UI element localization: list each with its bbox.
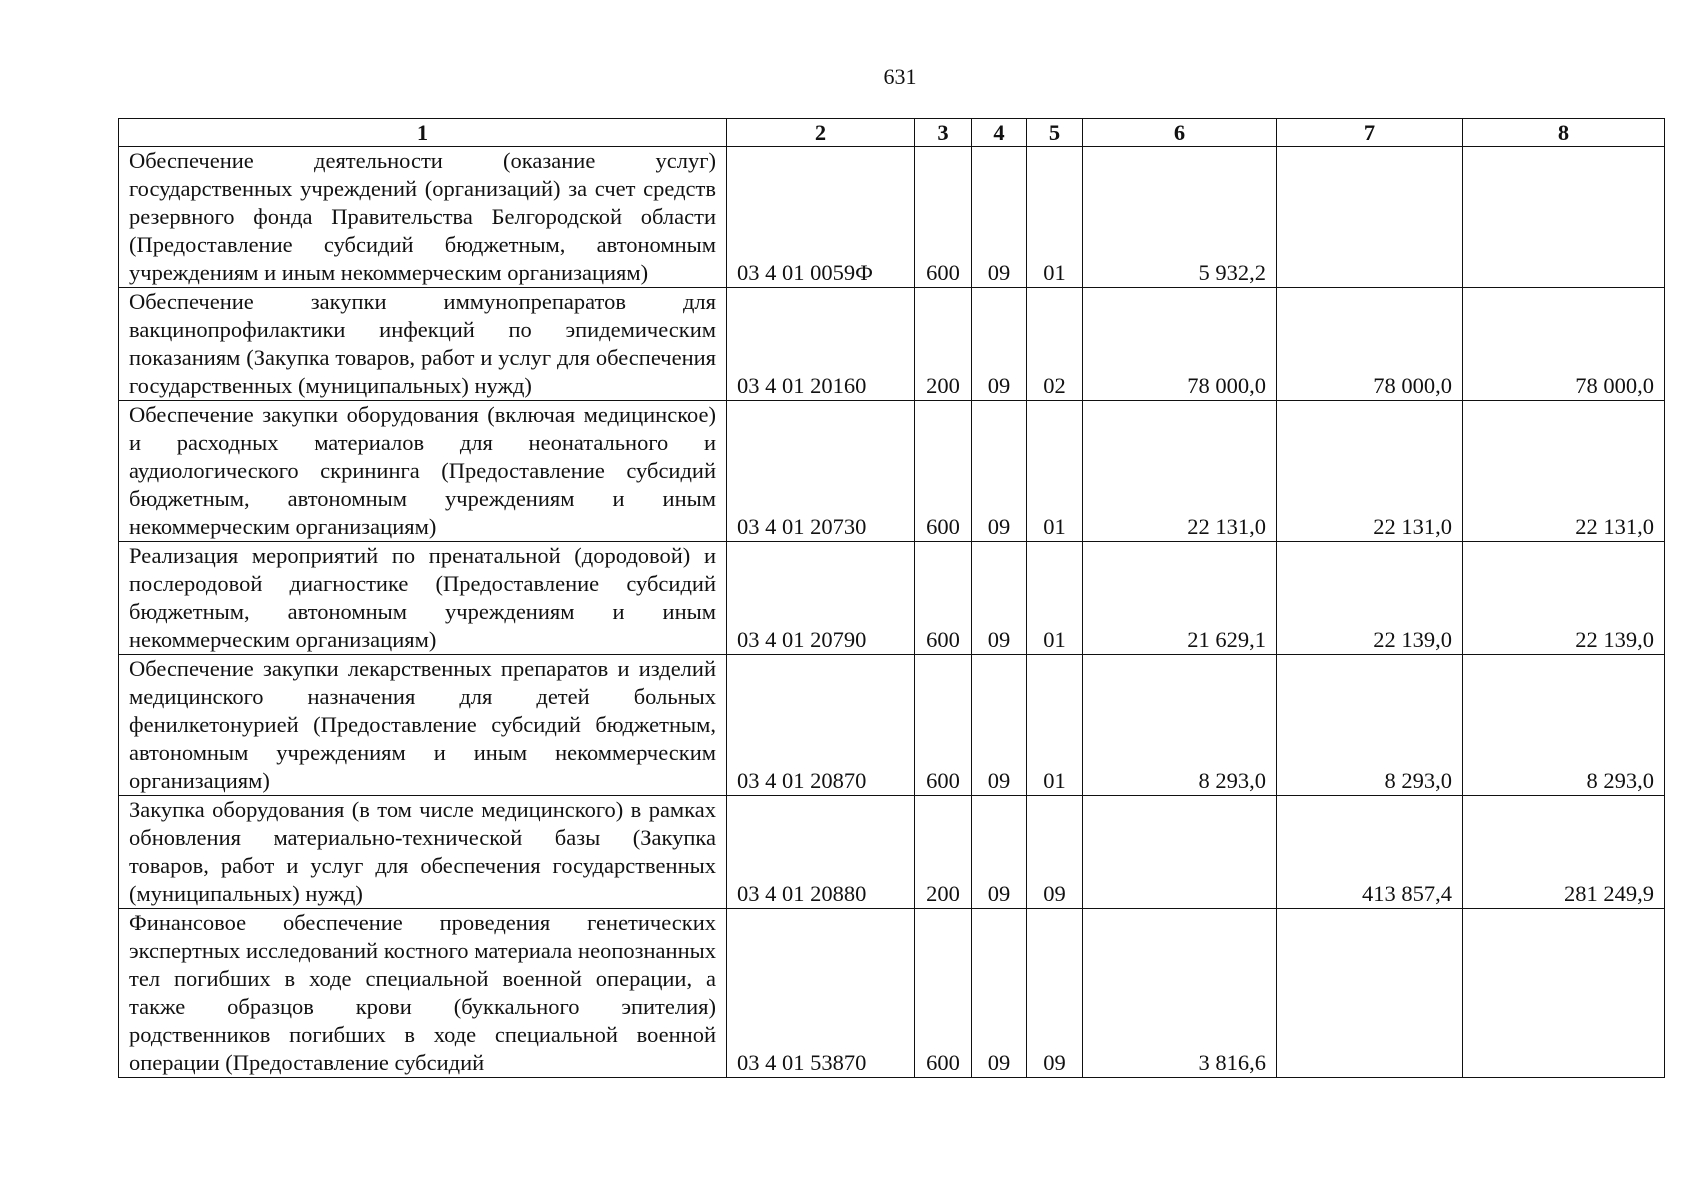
- budget-code: 03 4 01 0059Ф: [727, 147, 915, 288]
- page-number: 631: [883, 64, 917, 89]
- subsection-code: 01: [1027, 401, 1083, 542]
- amount-col6: 5 932,2: [1083, 147, 1277, 288]
- expense-type: 600: [915, 909, 972, 1078]
- column-header: 5: [1027, 119, 1083, 147]
- subsection-code: 02: [1027, 288, 1083, 401]
- budget-code: 03 4 01 20790: [727, 542, 915, 655]
- budget-table: [118, 118, 1665, 1078]
- subsection-code: 09: [1027, 796, 1083, 909]
- section-code: 09: [972, 909, 1027, 1078]
- table-row: [119, 288, 1665, 401]
- subsection-code: 01: [1027, 655, 1083, 796]
- amount-col7: 78 000,0: [1277, 288, 1463, 401]
- section-code: 09: [972, 542, 1027, 655]
- section-code: 09: [972, 655, 1027, 796]
- table-row: [119, 655, 1665, 796]
- amount-col7: 22 139,0: [1277, 542, 1463, 655]
- amount-col7: [1277, 147, 1463, 288]
- table-row: [119, 796, 1665, 909]
- amount-col8: 8 293,0: [1463, 655, 1665, 796]
- amount-col8: [1463, 909, 1665, 1078]
- header-row: [119, 119, 1665, 147]
- table-row: [119, 147, 1665, 288]
- row-description: Обеспечение деятельности (оказание услуг) государственных учреждений (организаций) за счет средств резервного фонда Правительства Белгородской области (Предоставление субсидий бюджетным, автономным учреждениям и иным некоммерческим организациям): [119, 147, 727, 288]
- section-code: 09: [972, 288, 1027, 401]
- expense-type: 200: [915, 796, 972, 909]
- column-header: 3: [915, 119, 972, 147]
- subsection-code: 09: [1027, 909, 1083, 1078]
- column-header: 7: [1277, 119, 1463, 147]
- amount-col6: 21 629,1: [1083, 542, 1277, 655]
- amount-col6: [1083, 796, 1277, 909]
- column-header: 8: [1463, 119, 1665, 147]
- table-row: [119, 542, 1665, 655]
- row-description: Закупка оборудования (в том числе медицинского) в рамках обновления материально-технической базы (Закупка товаров, работ и услуг для обеспечения государственных (муниципальных) нужд): [119, 796, 727, 909]
- section-code: 09: [972, 401, 1027, 542]
- amount-col8: 22 139,0: [1463, 542, 1665, 655]
- budget-code: 03 4 01 53870: [727, 909, 915, 1078]
- expense-type: 600: [915, 147, 972, 288]
- amount-col7: [1277, 909, 1463, 1078]
- amount-col7: 8 293,0: [1277, 655, 1463, 796]
- expense-type: 600: [915, 542, 972, 655]
- amount-col7: 22 131,0: [1277, 401, 1463, 542]
- budget-code: 03 4 01 20160: [727, 288, 915, 401]
- row-description: Финансовое обеспечение проведения генетических экспертных исследований костного материала неопознанных тел погибших в ходе специальной военной операции, а также образцов крови (буккального эпителия) родственников погибших в ходе специальной военной операции (Предоставление субсидий: [119, 909, 727, 1078]
- section-code: 09: [972, 147, 1027, 288]
- section-code: 09: [972, 796, 1027, 909]
- column-header: 1: [119, 119, 727, 147]
- row-description: Обеспечение закупки оборудования (включая медицинское) и расходных материалов для неонатального и аудиологического скрининга (Предоставление субсидий бюджетным, автономным учреждениям и иным некоммерческим организациям): [119, 401, 727, 542]
- table-row: [119, 909, 1665, 1078]
- amount-col6: 78 000,0: [1083, 288, 1277, 401]
- row-description: Обеспечение закупки лекарственных препаратов и изделий медицинского назначения для детей больных фенилкетонурией (Предоставление субсидий бюджетным, автономным учреждениям и иным некоммерческим организациям): [119, 655, 727, 796]
- subsection-code: 01: [1027, 542, 1083, 655]
- amount-col8: 22 131,0: [1463, 401, 1665, 542]
- row-description: Реализация мероприятий по пренатальной (дородовой) и послеродовой диагностике (Предоставление субсидий бюджетным, автономным учреждениям и иным некоммерческим организациям): [119, 542, 727, 655]
- budget-code: 03 4 01 20730: [727, 401, 915, 542]
- column-header: 2: [727, 119, 915, 147]
- table-row: [119, 401, 1665, 542]
- column-header: 4: [972, 119, 1027, 147]
- amount-col6: 3 816,6: [1083, 909, 1277, 1078]
- amount-col7: 413 857,4: [1277, 796, 1463, 909]
- expense-type: 600: [915, 401, 972, 542]
- amount-col8: [1463, 147, 1665, 288]
- amount-col6: 22 131,0: [1083, 401, 1277, 542]
- amount-col8: 281 249,9: [1463, 796, 1665, 909]
- amount-col6: 8 293,0: [1083, 655, 1277, 796]
- row-description: Обеспечение закупки иммунопрепаратов для вакцинопрофилактики инфекций по эпидемическим показаниям (Закупка товаров, работ и услуг для обеспечения государственных (муниципальных) нужд): [119, 288, 727, 401]
- expense-type: 600: [915, 655, 972, 796]
- budget-code: 03 4 01 20870: [727, 655, 915, 796]
- subsection-code: 01: [1027, 147, 1083, 288]
- expense-type: 200: [915, 288, 972, 401]
- budget-code: 03 4 01 20880: [727, 796, 915, 909]
- amount-col8: 78 000,0: [1463, 288, 1665, 401]
- column-header: 6: [1083, 119, 1277, 147]
